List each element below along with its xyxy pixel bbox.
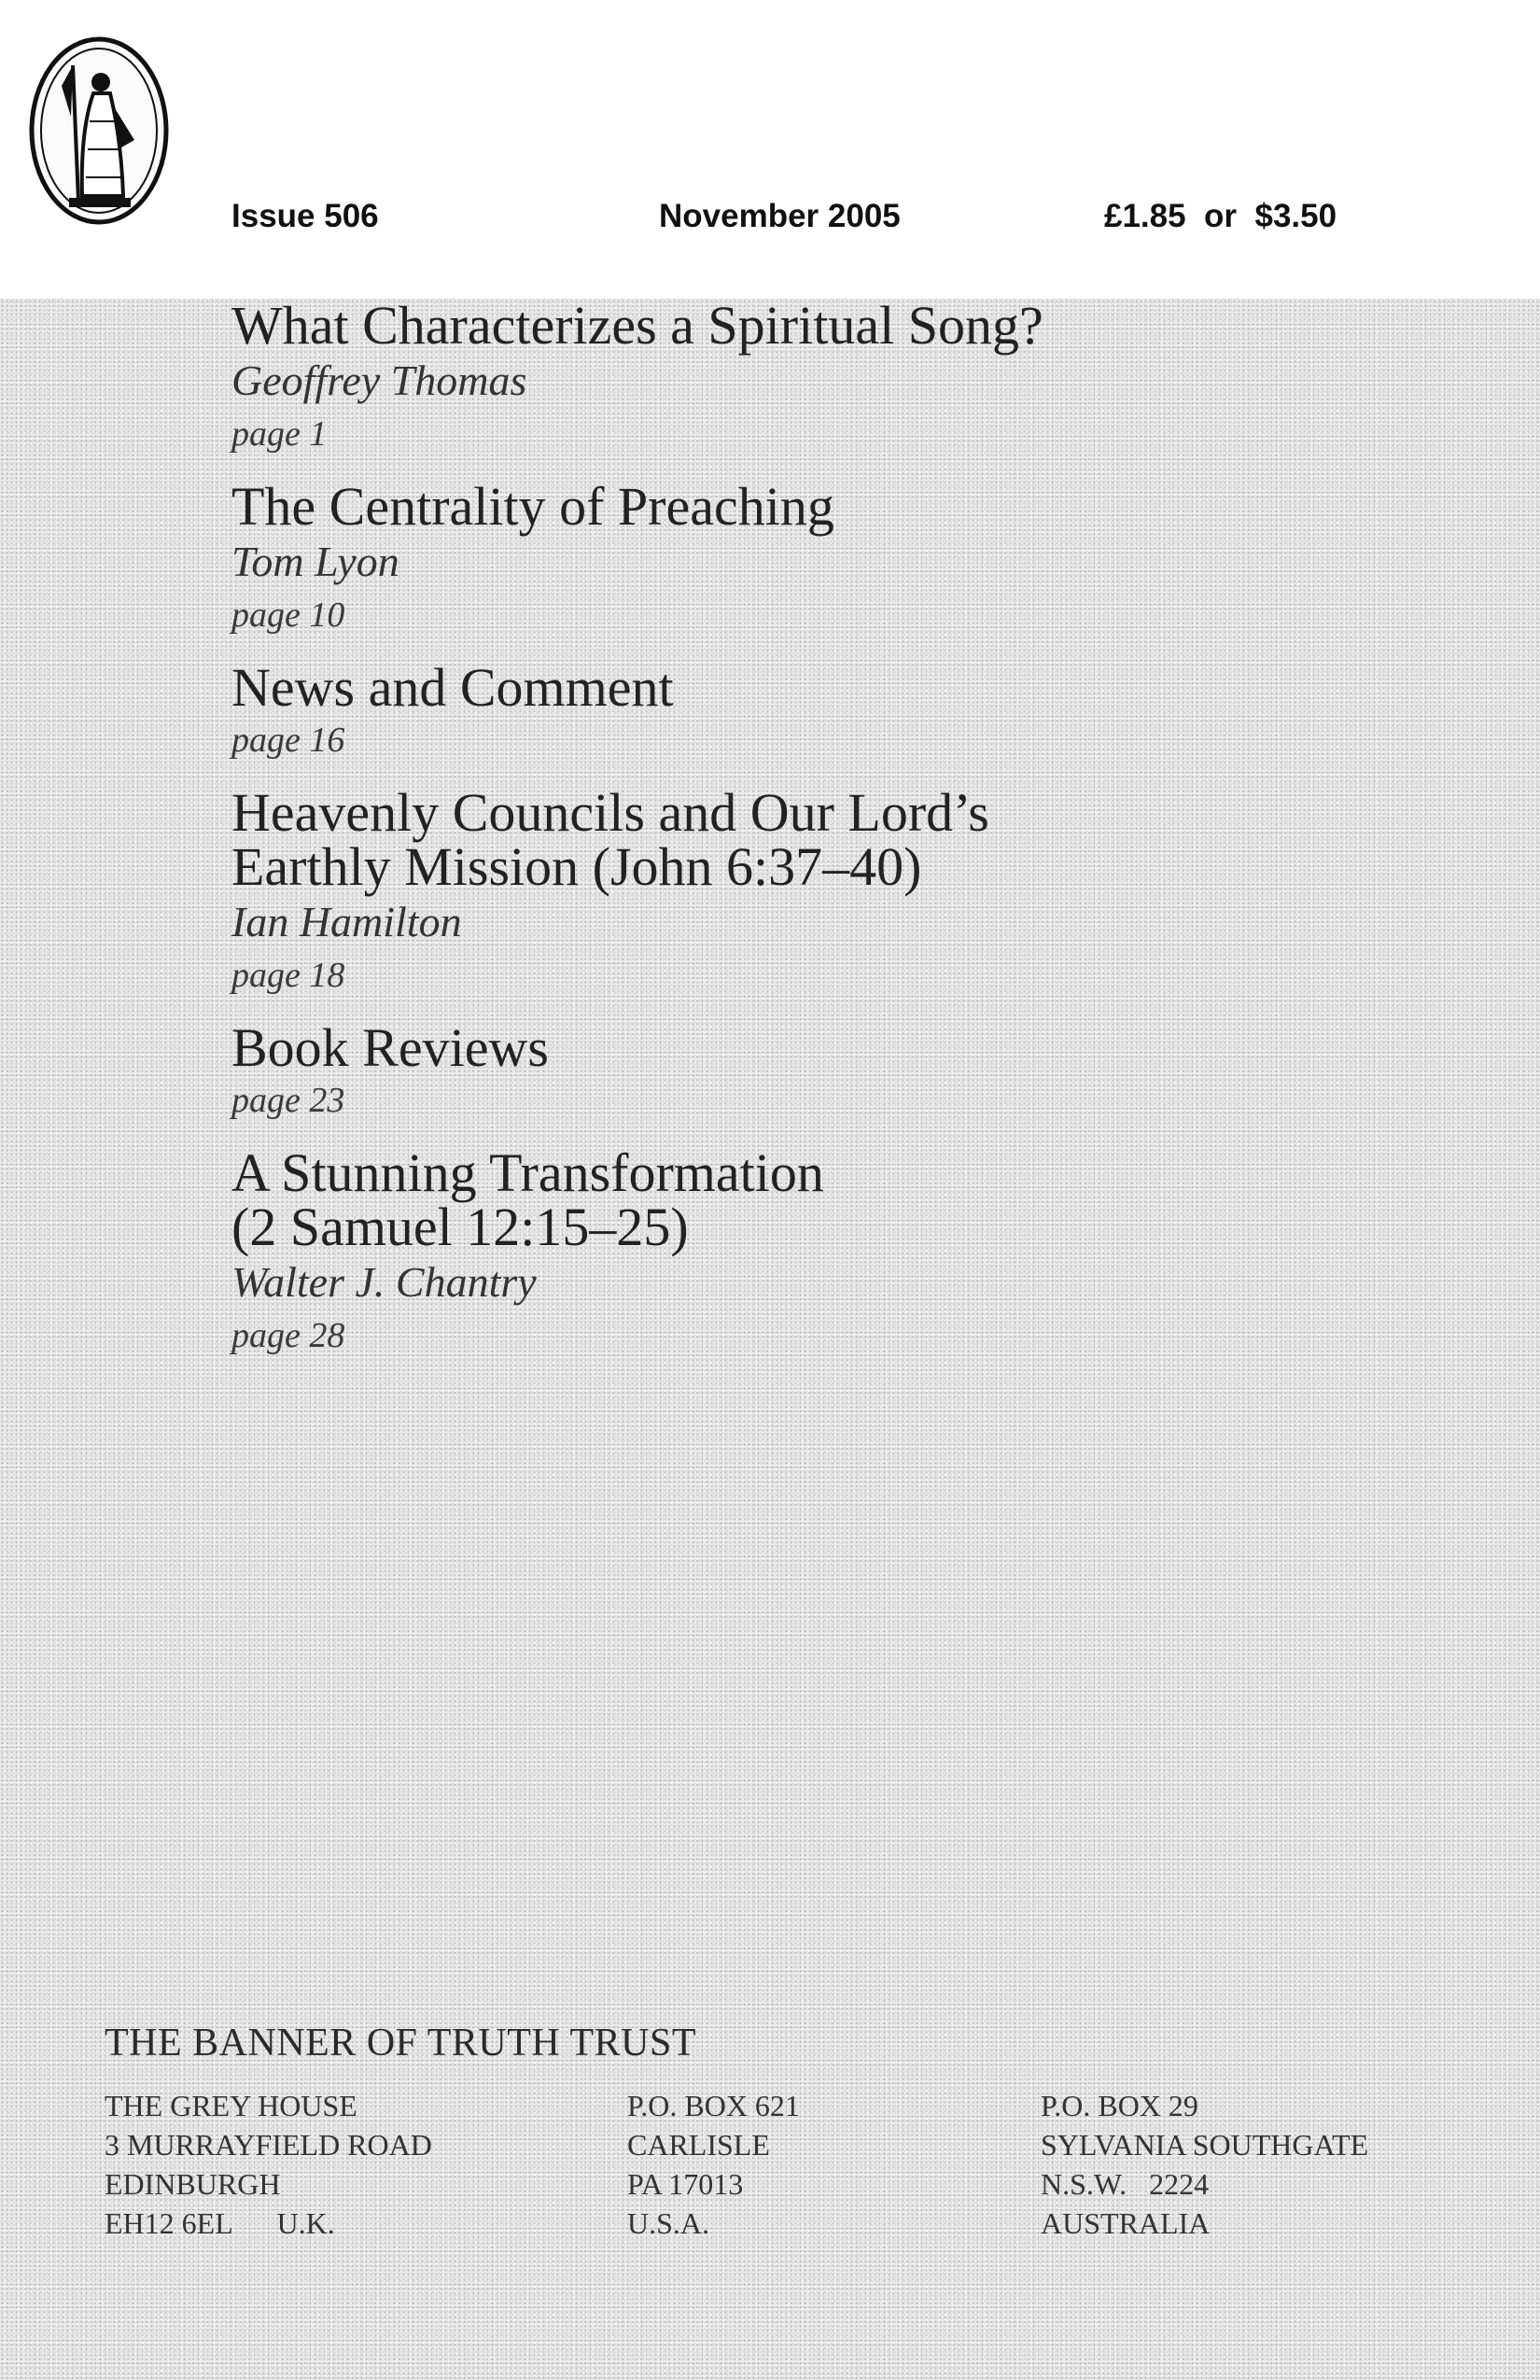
article-page: page 23 xyxy=(231,1081,345,1120)
address-line: P.O. BOX 621 xyxy=(627,2089,800,2122)
table-of-contents xyxy=(231,295,1258,1381)
article-title-line-2: Earthly Mission (John 6:37–40) xyxy=(231,836,922,897)
issue-date: November 2005 xyxy=(659,198,901,234)
article-page: page 28 xyxy=(231,1316,345,1355)
article-page: page 16 xyxy=(231,721,345,760)
article-title: A Stunning Transformation xyxy=(231,1142,824,1203)
address-line: CARLISLE xyxy=(627,2128,770,2162)
article-page: page 10 xyxy=(231,595,345,635)
article-page: page 18 xyxy=(231,956,345,995)
article-title: Book Reviews xyxy=(231,1017,549,1078)
article-author: Tom Lyon xyxy=(231,538,399,585)
article-author: Walter J. Chantry xyxy=(231,1258,537,1306)
address-line: AUSTRALIA xyxy=(1041,2206,1211,2240)
article-title: Heavenly Councils and Our Lord’s xyxy=(231,782,989,843)
article-title: News and Comment xyxy=(231,657,674,718)
address-usa xyxy=(627,2086,800,2243)
address-line: 3 MURRAYFIELD ROAD xyxy=(105,2128,432,2162)
article-title-line-2: (2 Samuel 12:15–25) xyxy=(231,1197,689,1257)
article-title: What Characterizes a Spiritual Song? xyxy=(231,295,1043,356)
publisher-name: THE BANNER OF TRUTH TRUST xyxy=(105,2022,696,2065)
article-page: page 1 xyxy=(231,414,328,454)
toc-entry[interactable] xyxy=(231,295,1258,459)
article-title: The Centrality of Preaching xyxy=(231,476,834,537)
toc-entry[interactable] xyxy=(231,1017,1258,1126)
toc-entry[interactable] xyxy=(231,782,1258,1001)
address-line: EH12 6EL U.K. xyxy=(105,2206,335,2240)
toc-entry[interactable] xyxy=(231,1142,1258,1361)
issue-number: Issue 506 xyxy=(231,198,379,234)
standard-bearer-logo-icon xyxy=(24,28,174,233)
address-australia xyxy=(1041,2086,1368,2243)
article-author: Geoffrey Thomas xyxy=(231,357,527,404)
address-line: EDINBURGH xyxy=(105,2167,281,2201)
address-line: N.S.W. 2224 xyxy=(1041,2167,1210,2201)
address-line: SYLVANIA SOUTHGATE xyxy=(1041,2128,1369,2162)
address-line: PA 17013 xyxy=(627,2167,744,2201)
address-line: THE GREY HOUSE xyxy=(105,2089,357,2122)
toc-entry[interactable] xyxy=(231,476,1258,640)
issue-price: £1.85 or $3.50 xyxy=(1104,198,1337,234)
address-line: P.O. BOX 29 xyxy=(1041,2089,1198,2122)
toc-entry[interactable] xyxy=(231,657,1258,765)
address-uk xyxy=(105,2086,432,2243)
article-author: Ian Hamilton xyxy=(231,898,462,945)
address-line: U.S.A. xyxy=(627,2206,710,2240)
